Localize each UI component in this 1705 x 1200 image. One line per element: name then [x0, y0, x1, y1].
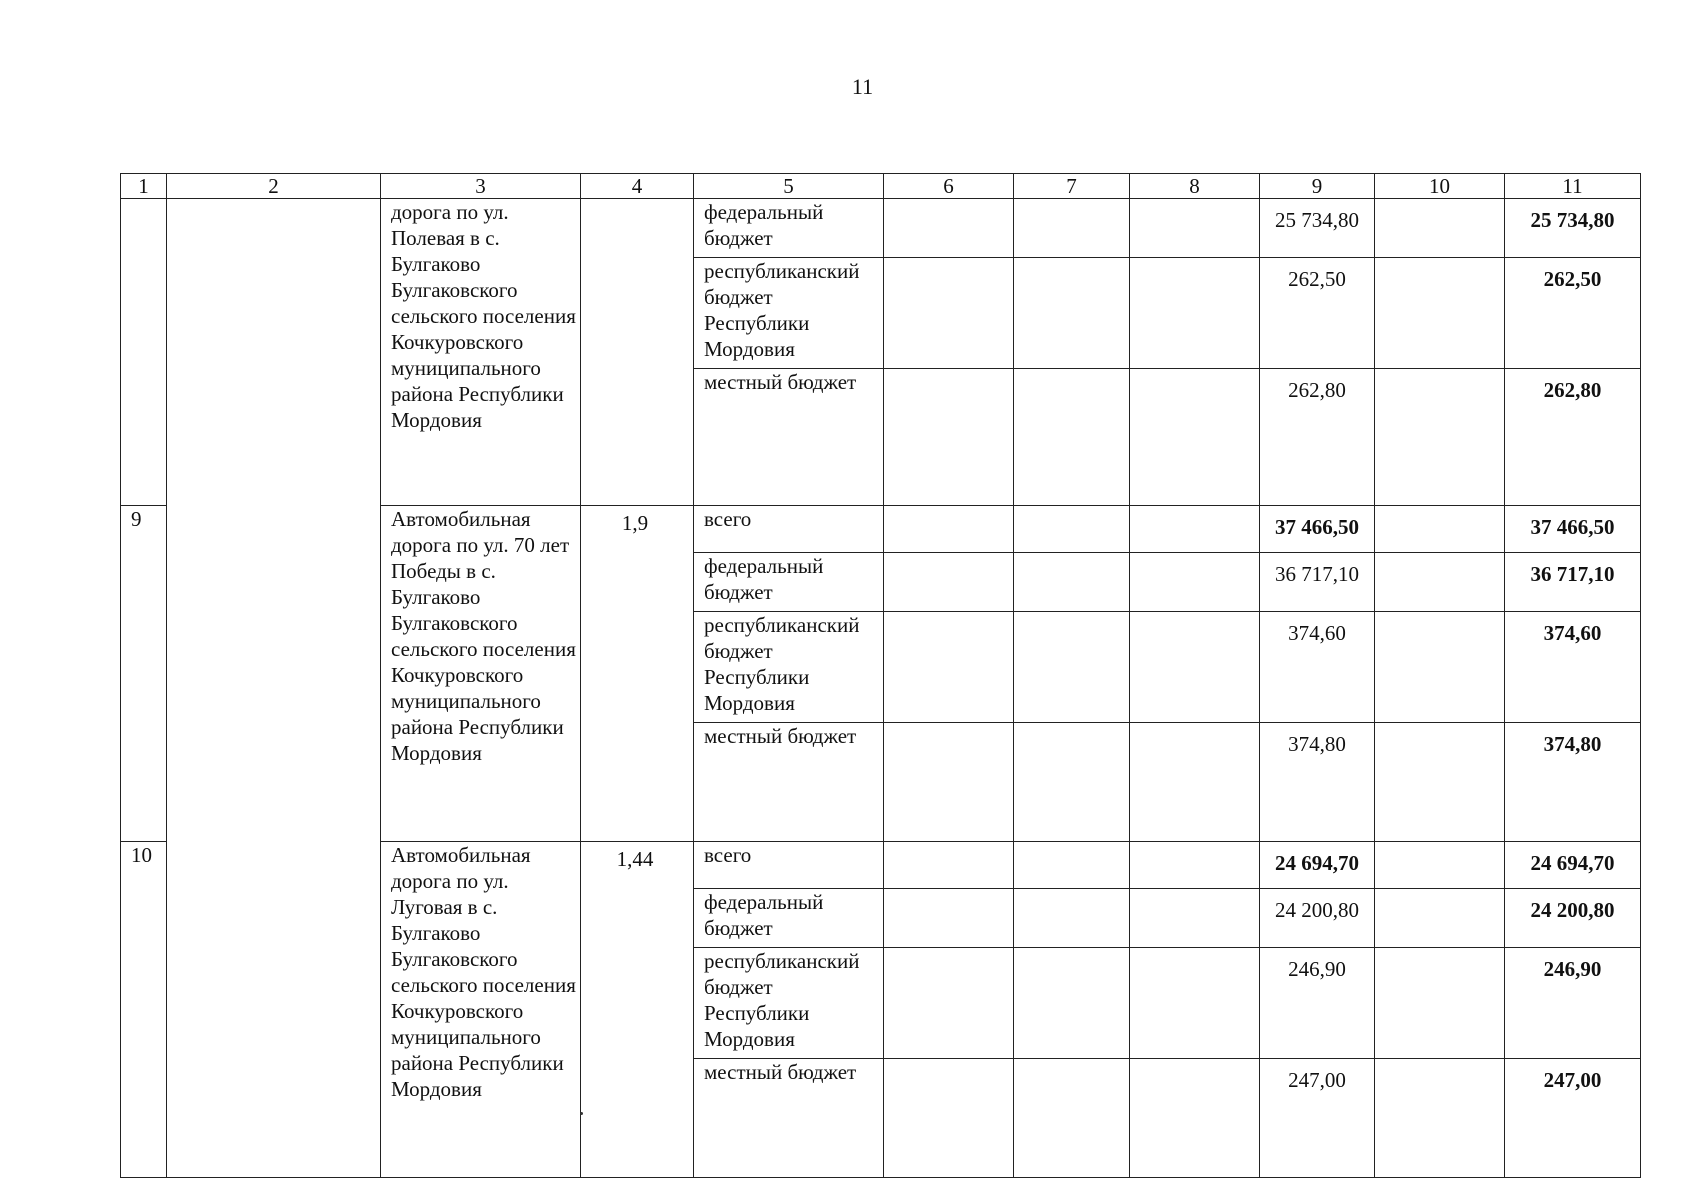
col11-value: 374,60	[1505, 612, 1641, 723]
empty-cell	[1130, 369, 1260, 506]
empty-cell	[884, 612, 1014, 723]
empty-cell	[1014, 1059, 1130, 1178]
empty-cell	[1014, 948, 1130, 1059]
empty-cell	[884, 723, 1014, 842]
empty-cell	[1375, 889, 1505, 948]
header-cell: 9	[1260, 174, 1375, 199]
empty-cell	[884, 553, 1014, 612]
empty-cell	[1130, 258, 1260, 369]
col11-value: 24 694,70	[1505, 842, 1641, 889]
funding-source: местный бюджет	[694, 723, 884, 842]
empty-cell	[884, 842, 1014, 889]
col11-value: 247,00	[1505, 1059, 1641, 1178]
empty-cell	[1014, 369, 1130, 506]
budget-table	[120, 173, 1641, 1178]
header-cell: 11	[1505, 174, 1641, 199]
funding-source: местный бюджет	[694, 1059, 884, 1178]
column-2-cell	[167, 199, 381, 1178]
empty-cell	[1375, 723, 1505, 842]
empty-cell	[1130, 1059, 1260, 1178]
empty-cell	[1375, 842, 1505, 889]
header-cell: 7	[1014, 174, 1130, 199]
empty-cell	[884, 199, 1014, 258]
col9-value: 262,50	[1260, 258, 1375, 369]
empty-cell	[884, 889, 1014, 948]
empty-cell	[1130, 506, 1260, 553]
col9-value: 24 200,80	[1260, 889, 1375, 948]
empty-cell	[884, 506, 1014, 553]
col11-value: 262,80	[1505, 369, 1641, 506]
object-name-cell: Автомобильная дорога по ул. 70 лет Победы в с. Булгаково Булгаковского сельского поселения Кочкуровского муниципального района Республики Мордовия	[381, 506, 581, 842]
empty-cell	[1375, 369, 1505, 506]
empty-cell	[1130, 199, 1260, 258]
empty-cell	[884, 948, 1014, 1059]
empty-cell	[1375, 258, 1505, 369]
length-cell: 1,44	[581, 842, 694, 1178]
funding-source: всего	[694, 506, 884, 553]
empty-cell	[884, 1059, 1014, 1178]
header-cell: 6	[884, 174, 1014, 199]
object-name-cell: Автомобильная дорога по ул. Луговая в с. Булгаково Булгаковского сельского поселения Кочкуровского муниципального района Республики Мордовия	[381, 842, 581, 1178]
empty-cell	[1130, 723, 1260, 842]
funding-source: республиканский бюджет Республики Мордовия	[694, 612, 884, 723]
header-cell: 4	[581, 174, 694, 199]
header-cell: 3	[381, 174, 581, 199]
scan-speck	[580, 1112, 583, 1115]
col11-value: 246,90	[1505, 948, 1641, 1059]
empty-cell	[1014, 842, 1130, 889]
empty-cell	[1014, 553, 1130, 612]
index-cell	[121, 199, 167, 506]
empty-cell	[1375, 948, 1505, 1059]
empty-cell	[1375, 553, 1505, 612]
empty-cell	[1014, 612, 1130, 723]
empty-cell	[1375, 1059, 1505, 1178]
header-cell: 1	[121, 174, 167, 199]
index-cell: 10	[121, 842, 167, 1178]
header-cell: 2	[167, 174, 381, 199]
header-row	[121, 174, 1641, 199]
empty-cell	[1130, 842, 1260, 889]
empty-cell	[884, 369, 1014, 506]
index-cell: 9	[121, 506, 167, 842]
funding-source: местный бюджет	[694, 369, 884, 506]
col9-value: 374,60	[1260, 612, 1375, 723]
empty-cell	[1130, 948, 1260, 1059]
col11-value: 374,80	[1505, 723, 1641, 842]
col9-value: 262,80	[1260, 369, 1375, 506]
col11-value: 24 200,80	[1505, 889, 1641, 948]
header-cell: 8	[1130, 174, 1260, 199]
empty-cell	[1014, 506, 1130, 553]
empty-cell	[1014, 723, 1130, 842]
header-cell: 5	[694, 174, 884, 199]
funding-source: федеральный бюджет	[694, 553, 884, 612]
empty-cell	[1375, 612, 1505, 723]
length-cell: 1,9	[581, 506, 694, 842]
col9-value: 25 734,80	[1260, 199, 1375, 258]
funding-source: федеральный бюджет	[694, 889, 884, 948]
empty-cell	[1130, 612, 1260, 723]
col9-value: 374,80	[1260, 723, 1375, 842]
empty-cell	[1014, 889, 1130, 948]
col11-value: 262,50	[1505, 258, 1641, 369]
empty-cell	[1014, 199, 1130, 258]
funding-source: федеральный бюджет	[694, 199, 884, 258]
funding-source: всего	[694, 842, 884, 889]
funding-source: республиканский бюджет Республики Мордовия	[694, 948, 884, 1059]
empty-cell	[884, 258, 1014, 369]
col9-value: 246,90	[1260, 948, 1375, 1059]
empty-cell	[1375, 199, 1505, 258]
empty-cell	[1014, 258, 1130, 369]
page-number: 11	[851, 74, 874, 99]
empty-cell	[1130, 553, 1260, 612]
col11-value: 36 717,10	[1505, 553, 1641, 612]
table-row	[121, 199, 1641, 258]
col11-value: 25 734,80	[1505, 199, 1641, 258]
empty-cell	[1375, 506, 1505, 553]
col9-value: 36 717,10	[1260, 553, 1375, 612]
length-cell	[581, 199, 694, 506]
col9-value: 37 466,50	[1260, 506, 1375, 553]
object-name-cell: дорога по ул. Полевая в с. Булгаково Булгаковского сельского поселения Кочкуровского муниципального района Республики Мордовия	[381, 199, 581, 506]
funding-source: республиканский бюджет Республики Мордовия	[694, 258, 884, 369]
col11-value: 37 466,50	[1505, 506, 1641, 553]
col9-value: 24 694,70	[1260, 842, 1375, 889]
header-cell: 10	[1375, 174, 1505, 199]
col9-value: 247,00	[1260, 1059, 1375, 1178]
empty-cell	[1130, 889, 1260, 948]
